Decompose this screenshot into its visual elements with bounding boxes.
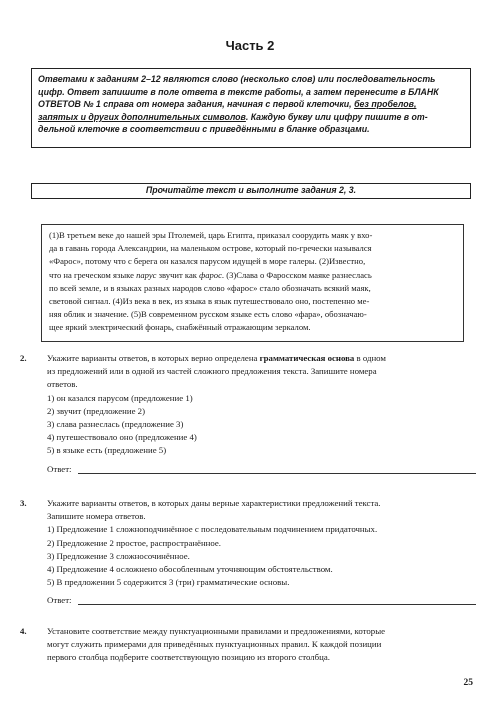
question-body bbox=[47, 352, 479, 476]
answer-option: 3) слава разнеслась (предложение 3) bbox=[47, 419, 184, 430]
read-instruction: Прочитайте текст и выполните задания 2, 3. bbox=[31, 183, 471, 199]
question-line: Установите соответствие между пунктуационными правилами и предложениями, которые bbox=[47, 626, 386, 636]
part-title: Часть 2 bbox=[225, 38, 275, 53]
answer-row bbox=[47, 463, 479, 476]
question-line: первого столбца подберите соответствующую позицию из второго столбца. bbox=[47, 652, 330, 663]
question-line: ответов. bbox=[47, 379, 78, 390]
answer-option: 4) путешествовало оно (предложение 4) bbox=[47, 432, 197, 443]
text-line: (1)В третьем веке до нашей эры Птолемей, царь Египта, приказал соорудить маяк у вхо- bbox=[49, 230, 373, 240]
answer-row bbox=[47, 594, 479, 607]
answer-input-line[interactable] bbox=[78, 473, 476, 474]
text-line: световой сигнал. (4)Из века в век, из языка в язык путешествовало оно, постепенно ме- bbox=[49, 296, 370, 307]
text-line: по всей земле, и в языках разных народов слово «фарос» стало обозначать всякий маяк, bbox=[49, 282, 371, 293]
answer-option: 3) Предложение 3 сложносочинённое. bbox=[47, 550, 190, 561]
question-line: Запишите номера ответов. bbox=[47, 511, 146, 522]
page-number: 25 bbox=[463, 678, 473, 688]
question-body bbox=[47, 625, 479, 665]
answer-label: Ответ: bbox=[47, 463, 72, 474]
text-italic-word: парус bbox=[136, 269, 157, 280]
question-number: 3. bbox=[20, 498, 27, 508]
answer-option: 4) Предложение 4 осложнено обособленным уточняющим обстоятельством. bbox=[47, 564, 333, 575]
instructions-text: . Каждую букву или цифру пишите в от- bbox=[245, 111, 428, 122]
question-line: Укажите варианты ответов, в которых даны верные характеристики предложений текста. bbox=[47, 498, 381, 508]
answer-option: 5) В предложении 5 содержится 3 (три) грамматические основы. bbox=[47, 577, 290, 588]
answer-label: Ответ: bbox=[47, 595, 72, 606]
instructions-underlined: без пробелов, bbox=[354, 99, 417, 110]
text-fragment: . (3)Слава о Фаросском маяке разнеслась bbox=[221, 269, 372, 280]
answer-option: 2) звучит (предложение 2) bbox=[47, 405, 146, 416]
question-line: из предложений или в одной из частей сложного предложения текста. Запишите номера bbox=[47, 366, 377, 377]
question-body bbox=[47, 497, 479, 608]
instructions-line bbox=[38, 111, 465, 124]
instructions-line: цифр. Ответ запишите в поле ответа в тексте работы, а затем перенесите в БЛАНК bbox=[38, 86, 439, 97]
text-fragment: звучит как bbox=[156, 269, 200, 280]
answer-option: 5) в языке есть (предложение 5) bbox=[47, 445, 167, 456]
text-line: да в гавань города Александрии, на маленьком острове, который по-гречески назывался bbox=[49, 243, 372, 254]
question-number: 4. bbox=[20, 626, 27, 636]
question-text: в одном bbox=[354, 353, 386, 363]
instructions-box bbox=[31, 68, 471, 148]
question-bold-text: грамматическая основа bbox=[259, 353, 355, 363]
instructions-underlined: запятых и других дополнительных символов bbox=[38, 111, 246, 122]
question-number: 2. bbox=[20, 353, 27, 363]
text-italic-word: фарос bbox=[199, 269, 222, 280]
question-text: Укажите варианты ответов, в которых верно определена bbox=[47, 353, 260, 363]
text-line: няя облик и значение. (5)В современном русском языке есть слово «фара», обозначаю- bbox=[49, 309, 367, 320]
instructions-line bbox=[38, 98, 465, 111]
question-line bbox=[47, 352, 479, 365]
instructions-line: Ответами к заданиям 2–12 являются слово (несколько слов) или последовательность bbox=[38, 74, 436, 84]
text-fragment: что на греческом языке bbox=[49, 269, 137, 280]
reading-text-box bbox=[41, 224, 464, 342]
question-line: могут служить примерами для приведённых пунктуационных правил. К каждой позиции bbox=[47, 639, 382, 650]
answer-option: 2) Предложение 2 простое, распространённое. bbox=[47, 537, 221, 548]
instructions-text: ОТВЕТОВ № 1 справа от номера задания, начиная с первой клеточки, bbox=[38, 99, 352, 110]
answer-input-line[interactable] bbox=[78, 604, 476, 605]
text-line: щее яркий электрический фонарь, снабжённый отражающим зеркалом. bbox=[49, 322, 311, 333]
instructions-line: дельной клеточке в соответствии с приведёнными в бланке образцами. bbox=[38, 124, 370, 135]
text-line bbox=[49, 269, 458, 282]
answer-option: 1) он казался парусом (предложение 1) bbox=[47, 392, 193, 403]
text-line: «Фарос», потому что с берега он казался парусом идущей в море галеры. (2)Известно, bbox=[49, 256, 366, 267]
answer-option: 1) Предложение 1 сложноподчинённое с последовательным подчинением придаточных. bbox=[47, 524, 378, 535]
